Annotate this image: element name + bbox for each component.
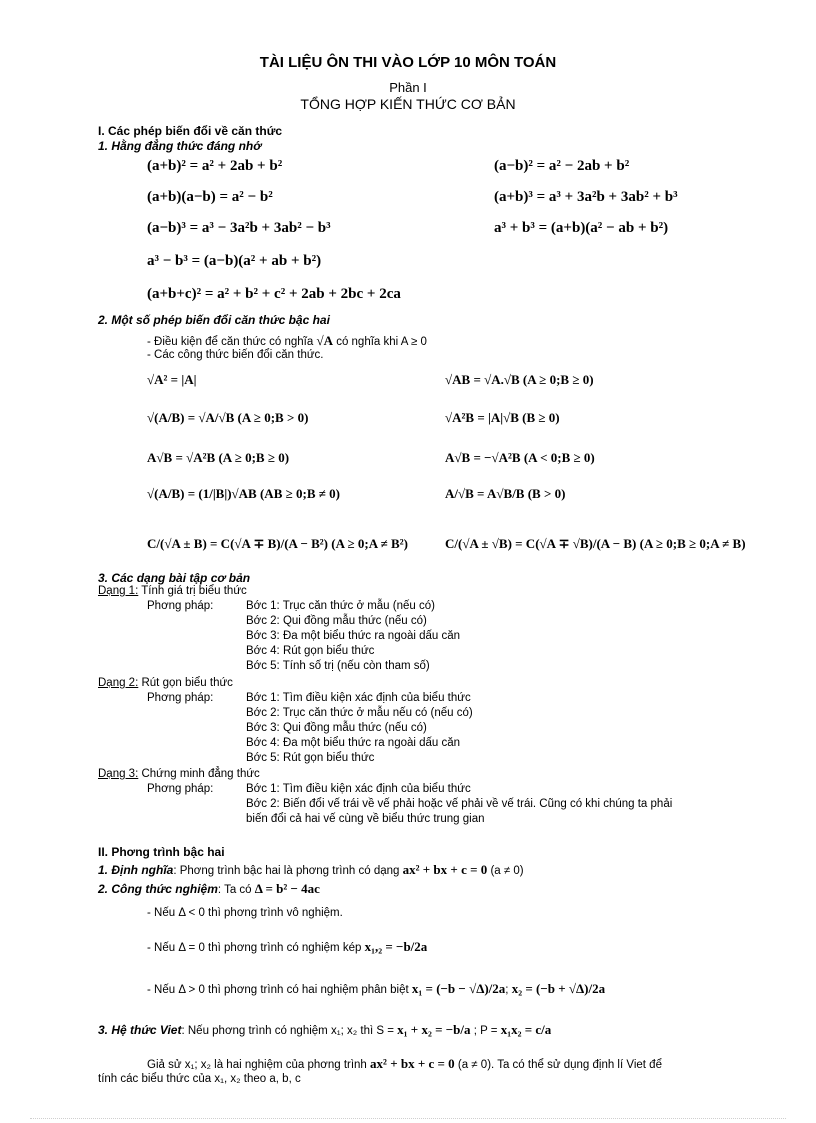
step-item: Bớc 1: Tìm điều kiện xác định của biểu thức [246,783,471,795]
sqrt-formula: √A²B = |A|√B (B ≥ 0) [445,410,560,425]
step-item: biến đổi cả hai vế cùng về biểu thức trung gian [246,813,485,825]
quadratic-definition: 1. Định nghĩa: Phơng trình bậc hai là phơng trình có dạng ax² + bx + c = 0 (a ≠ 0) [98,862,524,877]
step-item: Bớc 5: Rút gọn biểu thức [246,752,375,764]
sqrt-formula: A√B = −√A²B (A < 0;B ≥ 0) [445,450,595,465]
subsection-3-title: 3. Các dạng bài tập cơ bản [98,571,251,585]
sqrt-formula: C/(√A ± √B) = C(√A ∓ √B)/(A − B) (A ≥ 0;B ≥ 0;A ≠ B) [445,536,746,551]
step-item: Bớc 4: Rút gọn biểu thức [246,645,375,657]
footer-divider [30,1118,786,1119]
sqrt-formula: A/√B = A√B/B (B > 0) [445,486,566,501]
formula-list-intro: - Các công thức biến đổi căn thức. [147,349,324,361]
subsection-1-title: 1. Hằng đẳng thức đáng nhớ [98,139,262,153]
identity-formula: (a−b)³ = a³ − 3a²b + 3ab² − b³ [147,220,331,236]
sqrt-formula: C/(√A ± B) = C(√A ∓ B)/(A − B²) (A ≥ 0;A ≠ B²) [147,536,408,551]
method-label: Phơng pháp: [147,600,214,612]
step-item: Bớc 3: Đa một biểu thức ra ngoài dấu căn [246,630,461,642]
document-title: TÀI LIỆU ÔN THI VÀO LỚP 10 MÔN TOÁN [259,54,557,71]
document-subtitle: TỔNG HỢP KIẾN THỨC CƠ BẢN [300,96,516,112]
quadratic-formula-line: 2. Công thức nghiệm: Ta có Δ = b² − 4ac [98,881,320,896]
identity-formula: (a+b)² = a² + 2ab + b² [147,158,283,174]
step-item: Bớc 4: Đa một biểu thức ra ngoài dấu căn [246,737,461,749]
sqrt-formula: √(A/B) = (1/|B|)√AB (AB ≥ 0;B ≠ 0) [147,486,340,501]
sqrt-formula: √AB = √A.√B (A ≥ 0;B ≥ 0) [445,372,594,387]
exercise-type-2: Dạng 2: Rút gọn biểu thức [98,677,233,689]
identity-formula: (a+b)(a−b) = a² − b² [147,189,273,205]
identity-formula: (a+b)³ = a³ + 3a²b + 3ab² + b³ [494,189,678,205]
identity-formula: (a−b)² = a² − 2ab + b² [494,158,630,174]
closing-paragraph-line-1: Giả sử x₁; x₂ là hai nghiệm của phơng trình ax² + bx + c = 0 (a ≠ 0). Ta có thể sử dụng định lí Viet để [147,1056,662,1071]
delta-case-positive: - Nếu Δ > 0 thì phơng trình có hai nghiệm phân biệt x₁ = (−b − √Δ)/2a; x₂ = (−b + √Δ)/2a [147,981,606,996]
sqrt-condition: - Điều kiện để căn thức có nghĩa √A có nghĩa khi A ≥ 0 [147,333,427,348]
section-2-title: II. Phơng trình bậc hai [98,845,225,859]
step-item: Bớc 5: Tính số trị (nếu còn tham số) [246,660,430,672]
section-1-title: I. Các phép biến đổi về căn thức [98,124,283,138]
identity-formula: (a+b+c)² = a² + b² + c² + 2ab + 2bc + 2ca [147,286,401,302]
viet-theorem: 3. Hệ thức Viet: Nếu phơng trình có nghiệm x₁; x₂ thì S = x₁ + x₂ = −b/a ; P = x₁x₂ = c/a [98,1022,552,1037]
identity-formula: a³ + b³ = (a+b)(a² − ab + b²) [494,220,669,236]
delta-case-negative: - Nếu Δ < 0 thì phơng trình vô nghiệm. [147,907,343,919]
step-item: Bớc 1: Tìm điều kiện xác định của biểu thức [246,692,471,704]
step-item: Bớc 2: Qui đồng mẫu thức (nếu có) [246,615,427,627]
step-item: Bớc 3: Qui đồng mẫu thức (nếu có) [246,722,427,734]
step-item: Bớc 2: Biến đổi vế trái về vế phải hoặc vế phải về vế trái. Cũng có khi chúng ta phải [246,798,673,810]
method-label: Phơng pháp: [147,692,214,704]
closing-paragraph-line-2: tính các biểu thức của x₁, x₂ theo a, b, c [98,1073,301,1085]
step-item: Bớc 1: Trục căn thức ở mẫu (nếu có) [246,600,435,612]
part-label: Phần I [389,80,427,95]
delta-case-zero: - Nếu Δ = 0 thì phơng trình có nghiệm kép x₁,₂ = −b/2a [147,939,428,954]
sqrt-formula: √A² = |A| [147,372,197,387]
sqrt-formula: A√B = √A²B (A ≥ 0;B ≥ 0) [147,450,290,465]
sqrt-formula: √(A/B) = √A/√B (A ≥ 0;B > 0) [147,410,309,425]
exercise-type-3: Dạng 3: Chứng minh đẳng thức [98,768,260,780]
step-item: Bớc 2: Trục căn thức ở mẫu nếu có (nếu có) [246,707,473,719]
method-label: Phơng pháp: [147,783,214,795]
identity-formula: a³ − b³ = (a−b)(a² + ab + b²) [147,253,322,269]
exercise-type-1: Dạng 1: Tính giá trị biểu thức [98,585,247,597]
subsection-2-title: 2. Một số phép biến đổi căn thức bậc hai [98,313,330,327]
